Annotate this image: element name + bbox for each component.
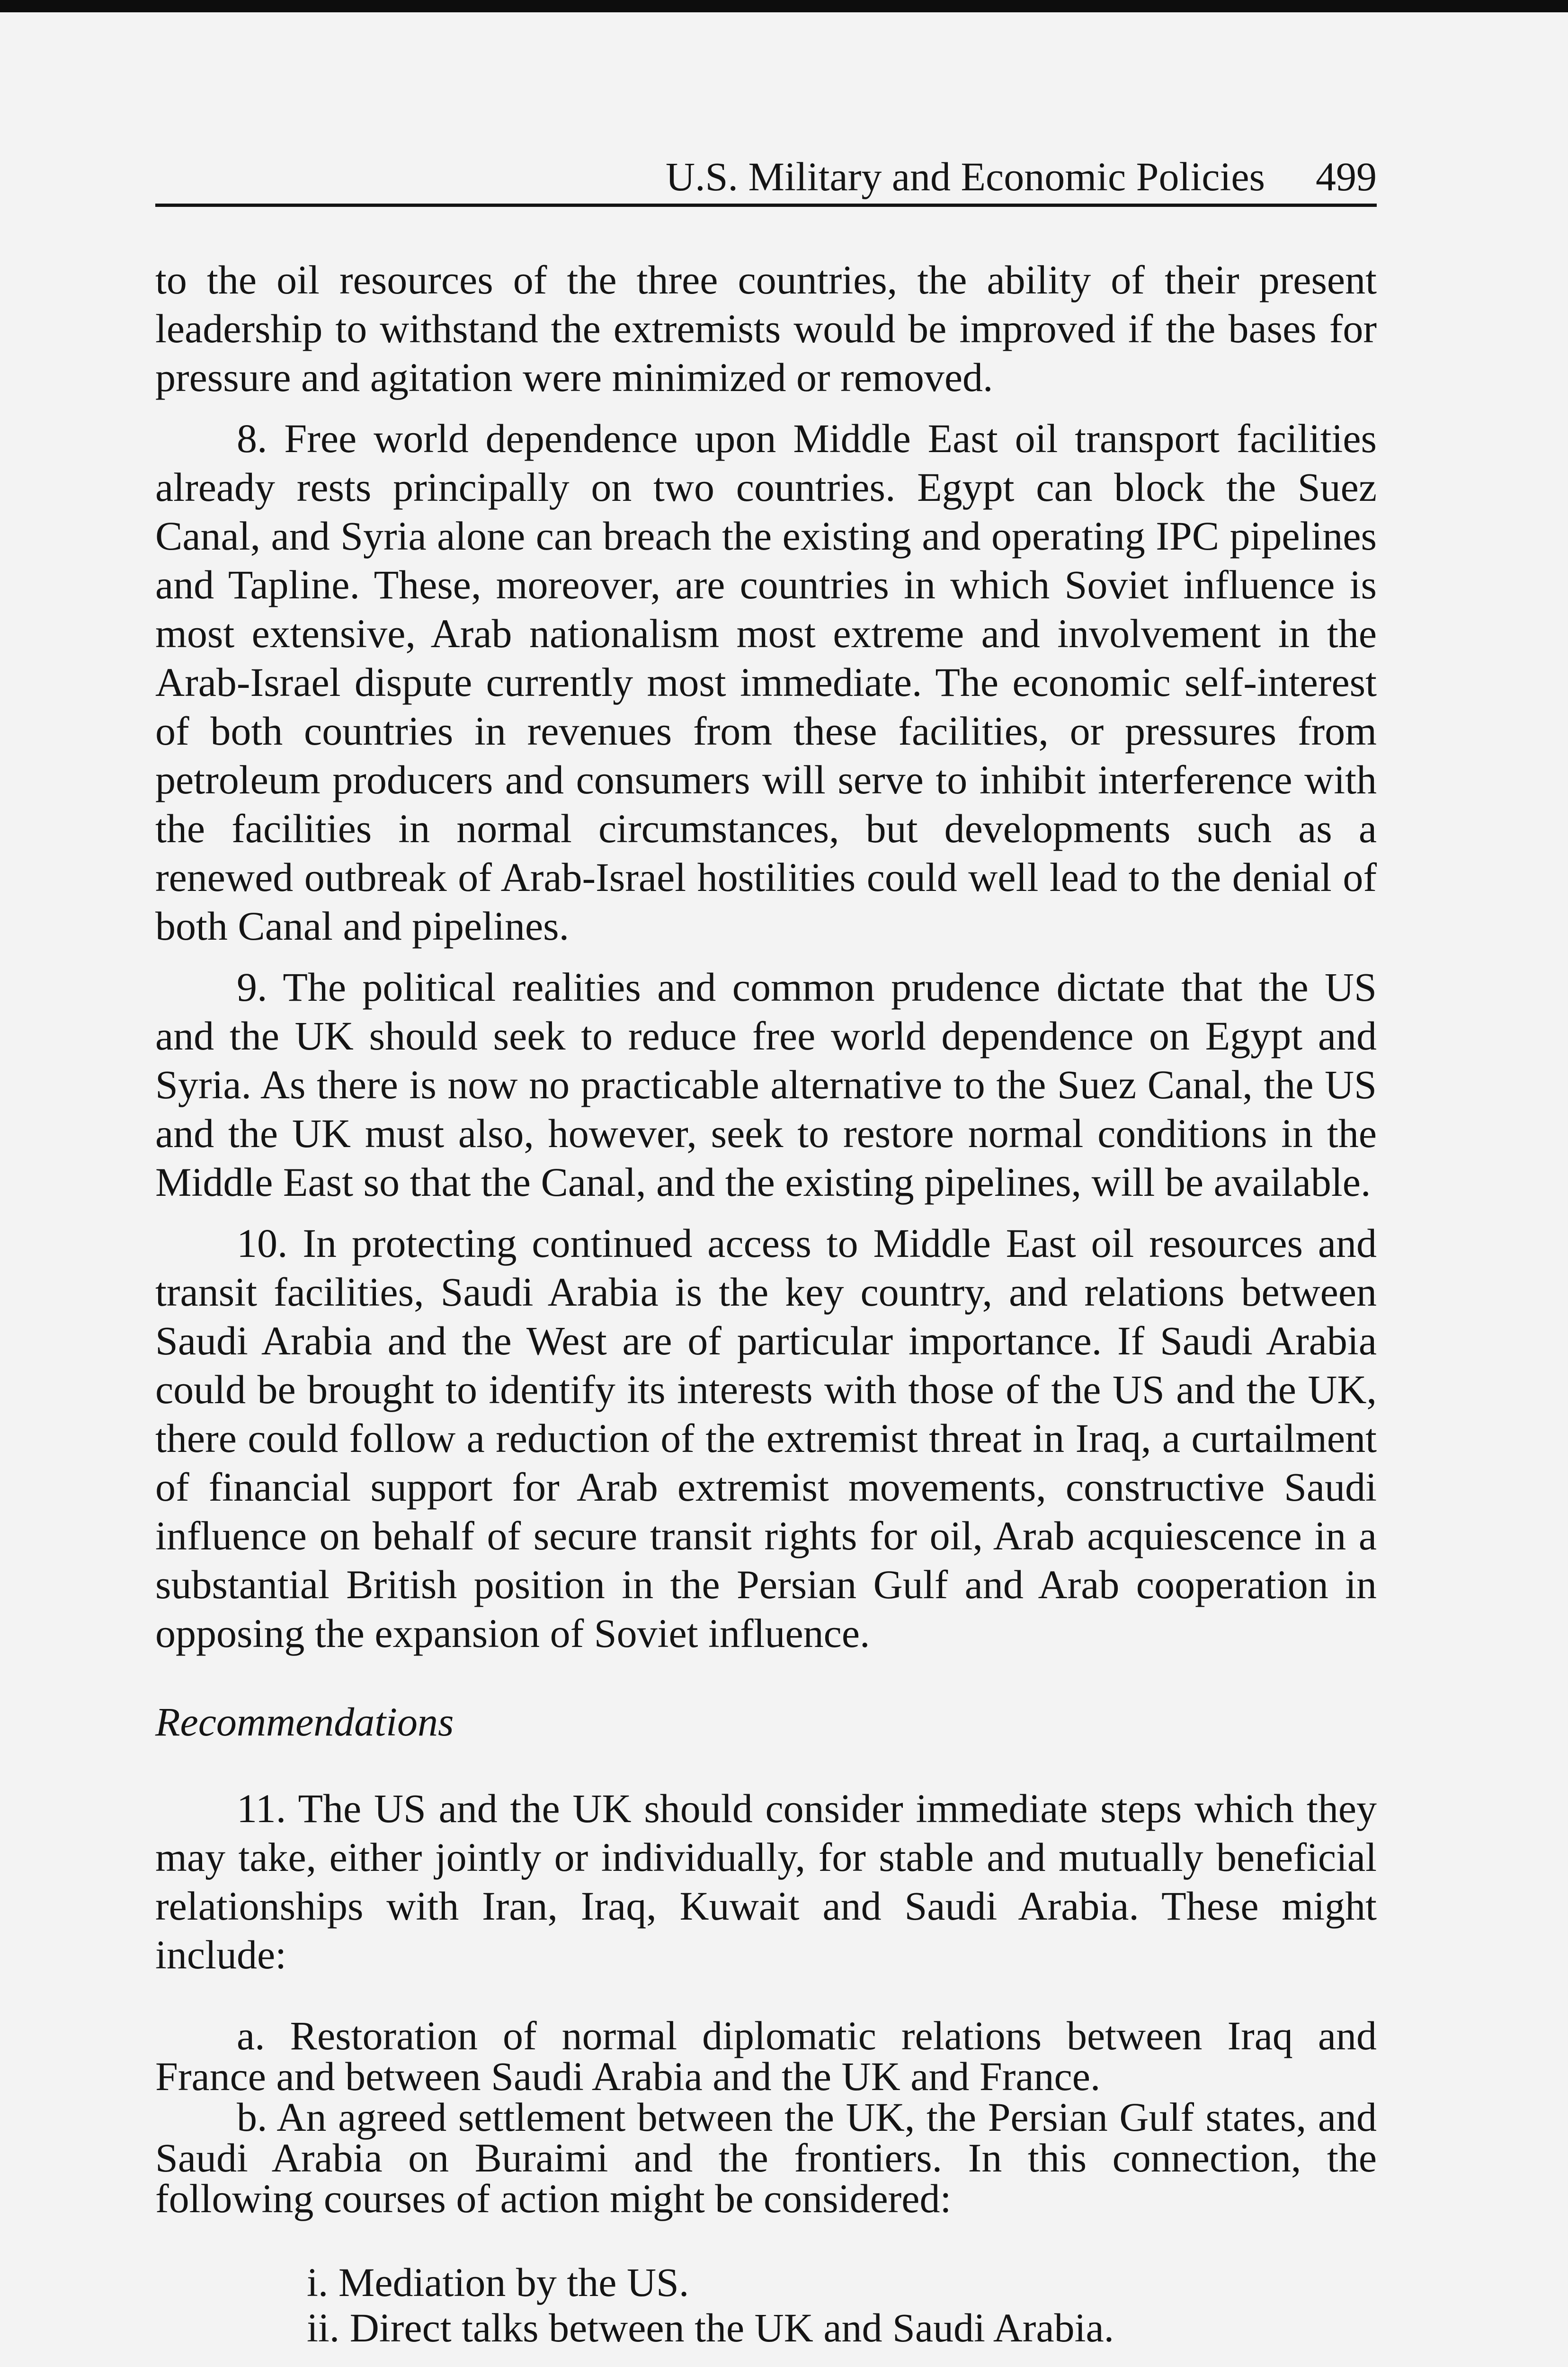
paragraph-9: 9. The political realities and common prudence dictate that the US and the UK should seek to reduce free world dependence on Egypt and Syria. As there is now no practicable alternative to the Suez Canal, the US and the UK must also, however, seek to restore normal conditions in the Middle East so that the Canal, and the existing pipelines, will be available. [155, 964, 1377, 1205]
paragraph-continued: to the oil resources of the three countries, the ability of their present leadership to withstand the extremists would be improved if the bases for pressure and agitation were minimized or removed. [155, 257, 1377, 400]
sub-item-a: a. Restoration of normal diplomatic relations between Iraq and France and between Saudi Arabia and the UK and France. [155, 2013, 1377, 2099]
sub-item-b: b. An agreed settlement between the UK, the Persian Gulf states, and Saudi Arabia on Buraimi and the frontiers. In this connection, the following courses of action might be considered: [155, 2094, 1377, 2221]
running-header [155, 151, 1377, 207]
scan-top-border [0, 0, 1568, 12]
paragraph-11: 11. The US and the UK should consider immediate steps which they may take, either jointly or individually, for stable and mutually beneficial relationships with Iran, Iraq, Kuwait and Saudi Arabia. These might include: [155, 1786, 1377, 1977]
section-heading: Recommendations [155, 1699, 454, 1744]
page-number: 499 [1316, 154, 1377, 199]
body-text [155, 256, 1377, 2350]
paragraph-10: 10. In protecting continued access to Middle East oil resources and transit facilities, Saudi Arabia is the key country, and relations between Saudi Arabia and the West are of particular importance. If Saudi Arabia could be brought to identify its interests with those of the US and the UK, there could follow a reduction of the extremist threat in Iraq, a curtailment of financial support for Arab extremist movements, constructive Saudi influence on behalf of secure transit rights for oil, Arab acquiescence in a substantial British position in the Persian Gulf and Arab cooperation in opposing the expansion of Soviet influence. [155, 1220, 1377, 1656]
sub-sub-item-i: i. Mediation by the US. [307, 2260, 689, 2305]
paragraph-8: 8. Free world dependence upon Middle East oil transport facilities already rests principally on two countries. Egypt can block the Suez Canal, and Syria alone can breach the existing and operating IPC pipelines and Tapline. These, moreover, are countries in which Soviet influence is most extensive, Arab nationalism most extreme and involvement in the Arab-Israel dispute currently most immediate. The economic self-interest of both countries in revenues from these facilities, or pressures from petroleum producers and consumers will serve to inhibit interference with the facilities in normal circumstances, but developments such as a renewed outbreak of Arab-Israel hostilities could well lead to the denial of both Canal and pipelines. [155, 416, 1377, 949]
sub-sub-item-ii: ii. Direct talks between the UK and Saudi Arabia. [307, 2305, 1114, 2350]
running-title: U.S. Military and Economic Policies [666, 154, 1265, 199]
